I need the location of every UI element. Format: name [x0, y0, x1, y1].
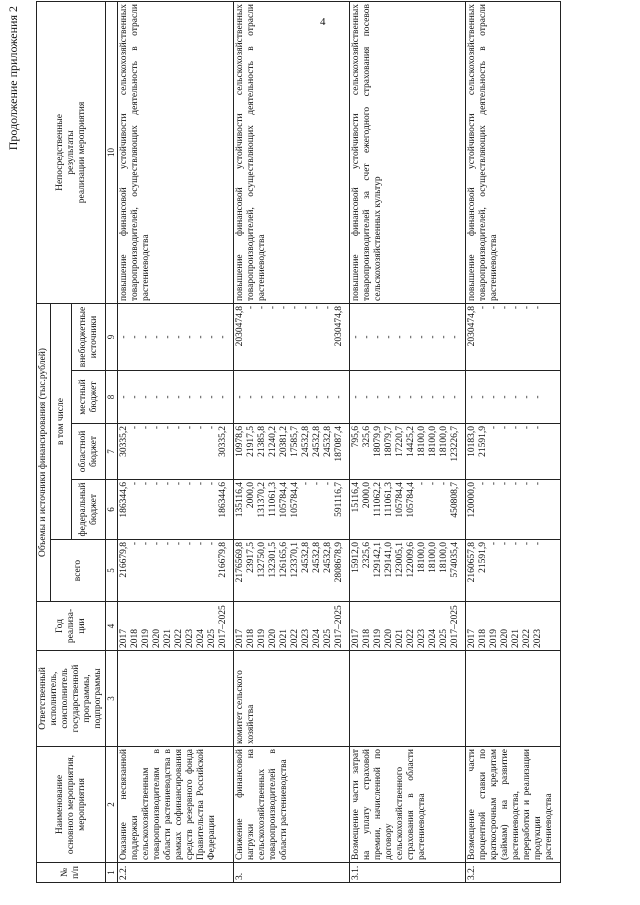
column-number: 4	[106, 602, 118, 651]
row-extra: 2030474,8 - - - - - -	[466, 303, 561, 370]
header-year: Год реализа- ции	[37, 602, 106, 651]
row-regional: 10183,0 21591,9 - - - - -	[466, 424, 561, 480]
column-number: 3	[106, 651, 118, 747]
row-federal: 186344,6 - - - - - - - - 186344,6	[118, 480, 234, 540]
column-number: 2	[106, 747, 118, 863]
header-extrabudget: внебюджетные источники	[72, 303, 106, 370]
table-row	[118, 1, 234, 882]
row-years: 2017 2018 2019 2020 2021 2022 2023 2024 2025 2017–2025	[118, 602, 234, 651]
continuation-caption: Продолжение приложения 2	[6, 6, 20, 151]
row-federal: 120000,0 - - - - - -	[466, 480, 561, 540]
row-result: повышение финансовой устойчивости сельскохозяйственных товаропроизводителей, осуществляющих деятельность в отрасли растениеводства	[466, 1, 561, 303]
row-extra: 2030474,8 - - - - - - - - 2030474,8	[234, 303, 350, 370]
row-local: - - - - - - - - - -	[234, 371, 350, 424]
table-row	[234, 1, 350, 882]
header-name: Наименование основного мероприятия, мероприятия	[37, 747, 106, 863]
row-total: 15912,0 2325,6 129142,1 129141,0 123005,1 122009,6 18100,0 18100,0 18100,0 574035,4	[350, 540, 466, 602]
row-local: - - - - - - - - - -	[350, 371, 466, 424]
table-row	[350, 1, 466, 882]
row-executor	[350, 651, 466, 747]
row-total: 2176569,8 23917,5 132750,0 132301,5 126165,6 123370,1 24532,8 24532,8 24532,8 2808678,9	[234, 540, 350, 602]
row-no: 3.	[234, 863, 350, 883]
header-executor: Ответственный исполнитель, соисполнитель государственной программы, подпрограммы	[37, 651, 106, 747]
row-regional: 30335,2 - - - - - - - - 30335,2	[118, 424, 234, 480]
row-no: 3.1.	[350, 863, 466, 883]
column-number: 1	[106, 863, 118, 883]
row-name: Возмещение части затрат на уплату страховой премии, начисленной по договору сельскохозяйственного страхования в области растениеводства	[350, 747, 466, 863]
row-years: 2017 2018 2019 2020 2021 2022 2023 2024 2025 2017–2025	[234, 602, 350, 651]
column-number: 8	[106, 371, 118, 424]
row-name: Снижение финансовой нагрузки на сельскохозяйственных товаропроизводителей в области растениеводства	[234, 747, 350, 863]
row-regional: 10978,6 21917,5 21385,8 21240,2 20381,2 17585,7 24532,8 24532,8 24532,8 187087,4	[234, 424, 350, 480]
row-result: повышение финансовой устойчивости сельскохозяйственных товаропроизводителей, осуществляющих деятельность в отрасли растениеводства	[234, 1, 350, 303]
row-executor	[466, 651, 561, 747]
header-in-that: в том числе	[51, 303, 72, 539]
row-federal: 15116,4 2000,0 111062,2 111061,3 105784,4 105784,4 - - - 450808,7	[350, 480, 466, 540]
row-no: 2.2.	[118, 863, 234, 883]
header-no: № п/п	[37, 863, 106, 883]
table-row	[466, 1, 561, 882]
header-regional: областной бюджет	[72, 424, 106, 480]
row-result: повышение финансовой устойчивости сельскохозяйственных товаропроизводителей, осуществляющих деятельность в отрасли растениеводства	[118, 1, 234, 303]
header-volumes: Объемы и источники финансирования (тыс.рублей)	[37, 303, 51, 601]
column-number: 5	[106, 540, 118, 602]
rotated-page-content	[6, 0, 636, 885]
row-extra: - - - - - - - - - -	[118, 303, 234, 370]
row-federal: 135116,4 2000,0 131370,2 111061,3 105784,4 105784,4 - - - 591116,7	[234, 480, 350, 540]
column-number: 10	[106, 1, 118, 303]
row-name: Возмещение части процентной ставки по краткосрочным кредитам (займам) на развитие растениеводства, переработки и реализации продукции растениеводства	[466, 747, 561, 863]
row-years: 2017 2018 2019 2020 2021 2022 2023 2024 2025 2017–2025	[350, 602, 466, 651]
header-results: Непосредственные результаты реализации мероприятия	[37, 1, 106, 303]
row-extra: - - - - - - - - - -	[350, 303, 466, 370]
row-total: 2160657,8 21591,9 - - - - -	[466, 540, 561, 602]
column-number-row	[106, 1, 118, 882]
row-no: 3.2.	[466, 863, 561, 883]
header-local: местный бюджет	[72, 371, 106, 424]
row-years: 2017 2018 2019 2020 2021 2022 2023	[466, 602, 561, 651]
row-executor	[118, 651, 234, 747]
financing-table	[36, 1, 561, 883]
row-executor: комитет сельского хозяйства	[234, 651, 350, 747]
row-name: Оказание несвязанной поддержки сельскохозяйственным товаропроизводителям в области растениеводства в рамках софинансирования средств резервного фонда Правительства Российской Федерации	[118, 747, 234, 863]
header-total: всего	[51, 540, 106, 602]
header-federal: федеральный бюджет	[72, 480, 106, 540]
page-number: 4	[320, 16, 326, 28]
row-regional: 795,6 325,6 18079,9 18079,7 17220,7 14425,2 18100,0 18100,0 18100,0 123226,7	[350, 424, 466, 480]
column-number: 6	[106, 480, 118, 540]
row-local: - - - - - - - - - -	[118, 371, 234, 424]
row-total: 216679,8 - - - - - - - - 216679,8	[118, 540, 234, 602]
row-local: - - - - - - -	[466, 371, 561, 424]
row-result: повышение финансовой устойчивости сельскохозяйственных товаропроизводителей за счет ежегодного страхования посевов сельскохозяйственных культур	[350, 1, 466, 303]
column-number: 9	[106, 303, 118, 370]
column-number: 7	[106, 424, 118, 480]
